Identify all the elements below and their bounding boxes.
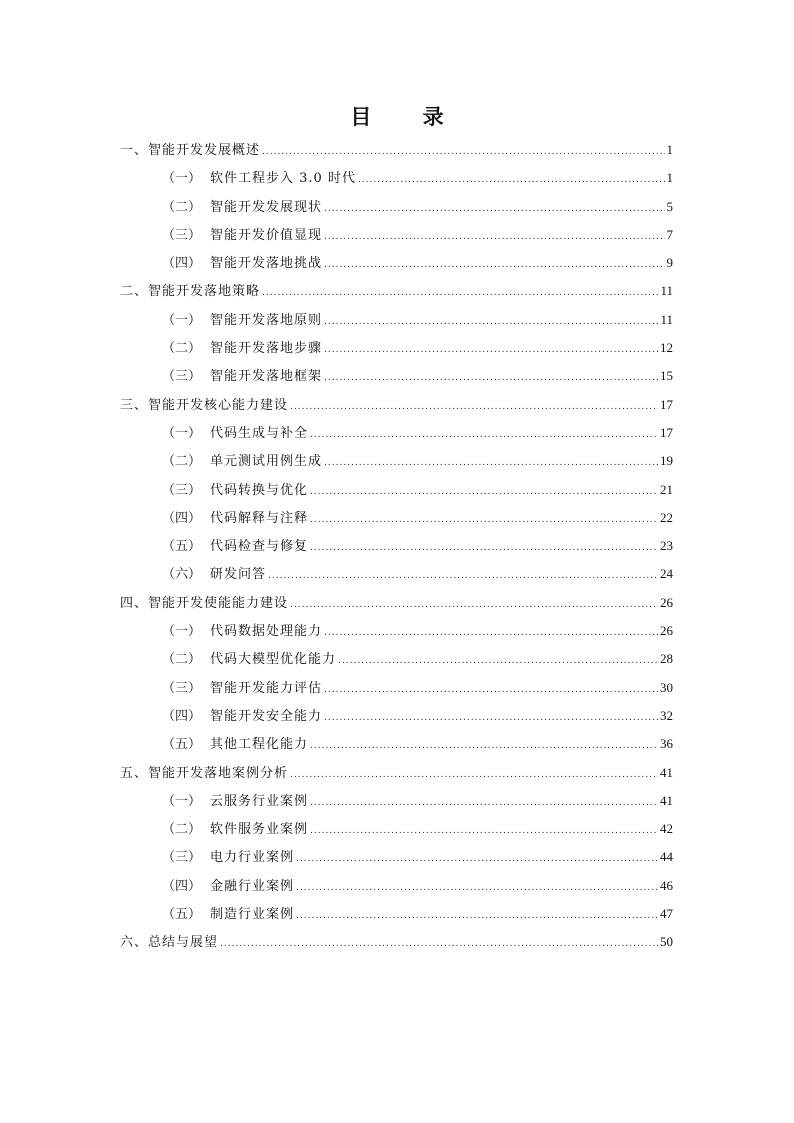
toc-entry-label: 代码转换与优化 <box>210 482 309 498</box>
toc-entry-number: （一） <box>162 793 202 809</box>
toc-page-number: 5 <box>666 198 673 214</box>
dot-leader <box>268 562 658 590</box>
toc-entry-number: （二） <box>162 652 202 668</box>
toc-entry-number: （四） <box>162 256 202 272</box>
toc-entry-label: 智能开发落地步骤 <box>210 341 323 357</box>
toc-entry-label: 智能开发落地挑战 <box>210 256 323 272</box>
toc-page-number: 11 <box>660 311 673 327</box>
toc-page-number: 11 <box>660 283 673 299</box>
toc-entry-number: （二） <box>162 822 202 838</box>
toc-section-entry[interactable] <box>120 645 673 673</box>
toc-entry-label: 代码数据处理能力 <box>210 624 323 640</box>
toc-section-entry[interactable] <box>120 560 673 588</box>
dot-leader <box>290 761 658 789</box>
dot-leader <box>324 449 658 477</box>
toc-page-number: 21 <box>660 481 673 497</box>
toc-entry-label: 智能开发使能能力建设 <box>148 595 289 611</box>
toc-section-entry[interactable] <box>120 419 673 447</box>
toc-entry-label: 电力行业案例 <box>210 850 295 866</box>
toc-chapter-entry[interactable] <box>120 759 673 787</box>
toc-section-entry[interactable] <box>120 674 673 702</box>
dot-leader <box>296 874 658 902</box>
toc-page-number: 42 <box>660 821 673 837</box>
toc-entry-number: （一） <box>162 312 202 328</box>
toc-entry-label: 智能开发落地原则 <box>210 312 323 328</box>
toc-entry-label: 云服务行业案例 <box>210 793 309 809</box>
toc-section-entry[interactable] <box>120 164 673 192</box>
page-title: 目 录 <box>350 105 466 129</box>
dot-leader <box>310 732 658 760</box>
dot-leader <box>324 251 664 279</box>
toc-entry-number: （四） <box>162 708 202 724</box>
toc-chapter-entry[interactable] <box>120 136 673 164</box>
dot-leader <box>324 308 658 336</box>
toc-section-entry[interactable] <box>120 617 673 645</box>
dot-leader <box>324 223 664 251</box>
toc-entry-number: （三） <box>162 850 202 866</box>
toc-page-number: 7 <box>666 226 673 242</box>
toc-entry-label: 智能开发能力评估 <box>210 680 323 696</box>
toc-page-number: 17 <box>660 396 673 412</box>
dot-leader <box>310 506 658 534</box>
toc-page-number: 19 <box>660 453 673 469</box>
toc-entry-number: （一） <box>162 624 202 640</box>
toc-entry-number: 一、 <box>120 143 149 158</box>
dot-leader <box>310 817 658 845</box>
toc-entry-label: 智能开发发展现状 <box>210 199 323 215</box>
toc-chapter-entry[interactable] <box>120 928 673 956</box>
toc-page-number: 23 <box>660 538 673 554</box>
toc-entry-label: 智能开发落地案例分析 <box>148 765 289 781</box>
toc-section-entry[interactable] <box>120 249 673 277</box>
dot-leader <box>310 789 658 817</box>
dot-leader <box>296 845 658 873</box>
toc-page-number: 47 <box>660 906 673 922</box>
toc-entry-label: 代码解释与注释 <box>210 510 309 526</box>
toc-section-entry[interactable] <box>120 843 673 871</box>
dot-leader <box>338 647 658 675</box>
toc-entry-number: （三） <box>162 369 202 385</box>
dot-leader <box>262 279 658 307</box>
toc-chapter-entry[interactable] <box>120 277 673 305</box>
dot-leader <box>310 478 658 506</box>
toc-entry-number: （五） <box>162 907 202 923</box>
toc-entry-label: 软件工程步入 3.0 时代 <box>210 171 356 187</box>
toc-entry-label: 制造行业案例 <box>210 907 295 923</box>
toc-entry-number: （三） <box>162 482 202 498</box>
table-of-contents <box>120 136 673 957</box>
toc-page-number: 41 <box>660 792 673 808</box>
toc-entry-number: （三） <box>162 227 202 243</box>
dot-leader <box>324 704 658 732</box>
dot-leader <box>220 930 658 958</box>
toc-entry-label: 智能开发核心能力建设 <box>148 397 289 413</box>
toc-chapter-entry[interactable] <box>120 391 673 419</box>
toc-page-number: 12 <box>660 340 673 356</box>
toc-page-number: 30 <box>660 679 673 695</box>
toc-section-entry[interactable] <box>120 362 673 390</box>
toc-entry-number: 三、 <box>120 397 149 413</box>
toc-section-entry[interactable] <box>120 221 673 249</box>
toc-page-number: 41 <box>660 764 673 780</box>
toc-page-number: 24 <box>660 566 673 582</box>
toc-page-number: 1 <box>666 142 673 157</box>
toc-entry-number: （二） <box>162 454 202 470</box>
toc-entry-label: 代码生成与补全 <box>210 425 309 441</box>
toc-page-number: 1 <box>666 170 673 186</box>
toc-section-entry[interactable] <box>120 504 673 532</box>
toc-page-number: 36 <box>660 736 673 752</box>
toc-section-entry[interactable] <box>120 872 673 900</box>
toc-entry-number: 五、 <box>120 765 149 781</box>
toc-section-entry[interactable] <box>120 532 673 560</box>
toc-section-entry[interactable] <box>120 447 673 475</box>
toc-entry-number: （四） <box>162 878 202 894</box>
toc-entry-number: 四、 <box>120 595 149 611</box>
toc-page-number: 15 <box>660 368 673 384</box>
dot-leader <box>324 195 664 223</box>
toc-entry-number: （一） <box>162 171 202 187</box>
toc-section-entry[interactable] <box>120 787 673 815</box>
toc-entry-label: 金融行业案例 <box>210 878 295 894</box>
dot-leader <box>310 534 658 562</box>
toc-entry-number: （四） <box>162 510 202 526</box>
toc-page-number: 17 <box>660 424 673 440</box>
toc-entry-label: 总结与展望 <box>148 935 219 951</box>
toc-entry-label: 代码大模型优化能力 <box>210 652 337 668</box>
toc-entry-number: 六、 <box>120 935 149 951</box>
toc-section-entry[interactable] <box>120 730 673 758</box>
toc-section-entry[interactable] <box>120 900 673 928</box>
dot-leader <box>324 619 658 647</box>
dot-leader <box>262 138 664 166</box>
toc-section-entry[interactable] <box>120 306 673 334</box>
toc-entry-number: （五） <box>162 539 202 555</box>
toc-entry-number: （二） <box>162 199 202 215</box>
toc-chapter-entry[interactable] <box>120 589 673 617</box>
toc-page-number: 44 <box>660 849 673 865</box>
toc-page-number: 46 <box>660 877 673 893</box>
toc-entry-label: 智能开发发展概述 <box>148 143 261 158</box>
toc-entry-label: 研发问答 <box>210 567 267 583</box>
dot-leader <box>290 591 658 619</box>
toc-entry-number: （三） <box>162 680 202 696</box>
toc-entry-label: 智能开发安全能力 <box>210 708 323 724</box>
toc-page-number: 32 <box>660 707 673 723</box>
toc-section-entry[interactable] <box>120 476 673 504</box>
toc-section-entry[interactable] <box>120 815 673 843</box>
dot-leader <box>324 336 658 364</box>
toc-entry-label: 单元测试用例生成 <box>210 454 323 470</box>
dot-leader <box>358 166 665 194</box>
toc-entry-label: 智能开发落地策略 <box>148 284 261 300</box>
toc-entry-number: 二、 <box>120 284 149 300</box>
toc-entry-label: 智能开发价值显现 <box>210 227 323 243</box>
toc-entry-label: 其他工程化能力 <box>210 737 309 753</box>
toc-section-entry[interactable] <box>120 193 673 221</box>
dot-leader <box>324 364 658 392</box>
toc-section-entry[interactable] <box>120 702 673 730</box>
toc-page-number: 50 <box>660 934 673 950</box>
toc-page-number: 28 <box>660 651 673 667</box>
toc-entry-label: 智能开发落地框架 <box>210 369 323 385</box>
toc-page-number: 26 <box>660 594 673 610</box>
toc-entry-number: （五） <box>162 737 202 753</box>
toc-entry-number: （六） <box>162 567 202 583</box>
dot-leader <box>296 902 658 930</box>
toc-page-number: 22 <box>660 509 673 525</box>
toc-page-number: 9 <box>666 255 673 271</box>
dot-leader <box>310 421 658 449</box>
toc-entry-number: （二） <box>162 341 202 357</box>
toc-section-entry[interactable] <box>120 334 673 362</box>
toc-entry-label: 代码检查与修复 <box>210 539 309 555</box>
dot-leader <box>324 676 658 704</box>
toc-page-number: 26 <box>660 623 673 639</box>
dot-leader <box>290 393 658 421</box>
toc-entry-label: 软件服务业案例 <box>210 822 309 838</box>
toc-entry-number: （一） <box>162 425 202 441</box>
